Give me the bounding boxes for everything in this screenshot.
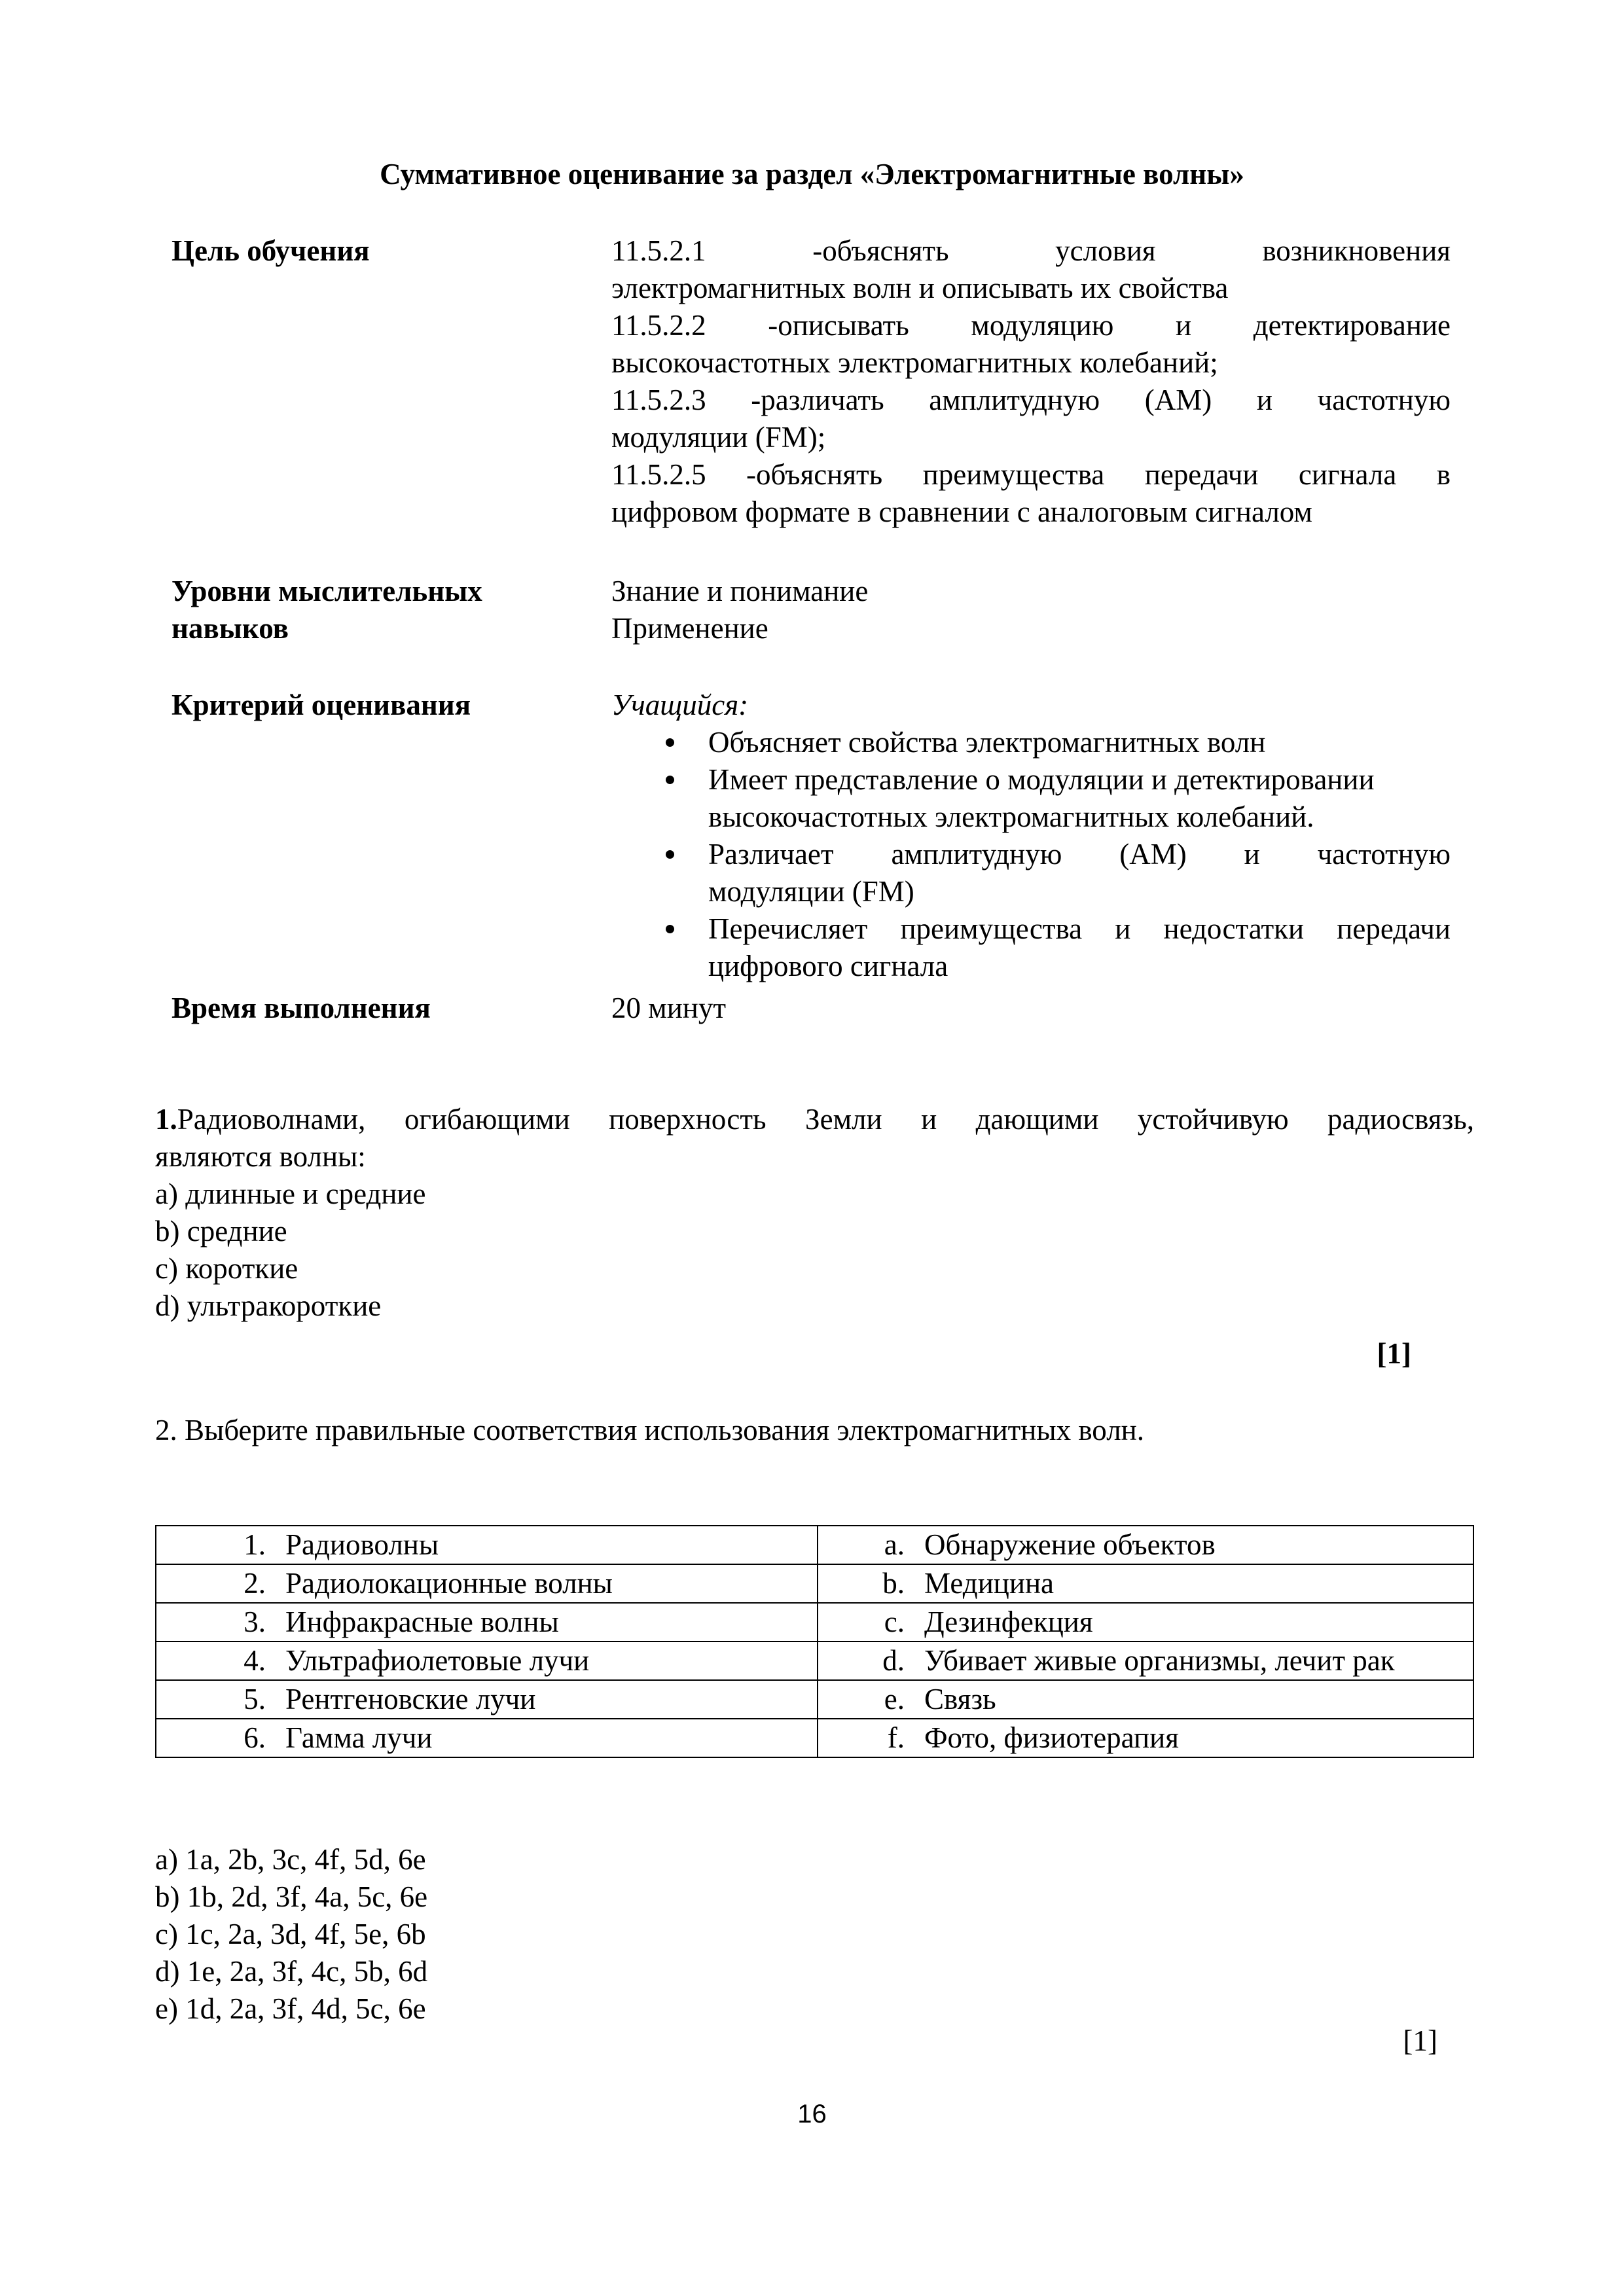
criteria-item	[611, 761, 1451, 836]
criteria-item-line: цифрового сигнала	[708, 950, 948, 982]
document-title: Суммативное оценивание за раздел «Электромагнитные волны»	[380, 158, 1244, 190]
bullet-icon	[666, 776, 674, 784]
criteria-item	[611, 724, 1451, 761]
levels-label-line: навыков	[171, 612, 289, 645]
question-2-text: 2. Выберите правильные соответствия использования электромагнитных волн.	[155, 1414, 1144, 1446]
goal-label: Цель обучения	[171, 234, 370, 267]
criteria-item-line: модуляции (FM)	[708, 875, 914, 908]
wave-usage: Связь	[924, 1683, 996, 1715]
goal-line: 11.5.2.1 -объяснять условия возникновения	[611, 234, 1451, 267]
table-cell-left	[156, 1680, 818, 1719]
row-letter: e.	[884, 1683, 905, 1715]
wave-type: Радиоволны	[285, 1528, 439, 1561]
bullet-icon	[666, 925, 674, 933]
row-letter: c.	[884, 1605, 905, 1638]
criteria-item-line: Имеет представление о модуляции и детектировании	[708, 763, 1375, 796]
goal-line: 11.5.2.2 -описывать модуляцию и детектирование	[611, 309, 1451, 342]
goal-line: модуляции (FM);	[611, 421, 826, 454]
bullet-icon	[666, 738, 674, 747]
table-cell-left	[156, 1526, 818, 1564]
row-letter: a.	[884, 1528, 905, 1561]
matching-table	[155, 1525, 1474, 1758]
wave-usage: Дезинфекция	[924, 1605, 1093, 1638]
table-row	[156, 1603, 1473, 1641]
goal-line: 11.5.2.5 -объяснять преимущества передачи сигнала в	[611, 458, 1451, 491]
table-cell-left	[156, 1719, 818, 1757]
table-cell-right	[818, 1680, 1473, 1719]
table-cell-right	[818, 1603, 1473, 1641]
bullet-icon	[666, 850, 674, 859]
question-2-options	[155, 1841, 1474, 2028]
wave-usage: Фото, физиотерапия	[924, 1721, 1179, 1754]
question-2-option: e) 1d, 2a, 3f, 4d, 5c, 6e	[155, 1992, 426, 2025]
question-1-option: d) ультракороткие	[155, 1289, 382, 1322]
wave-type: Инфракрасные волны	[285, 1605, 559, 1638]
question-1-option: a) длинные и средние	[155, 1177, 426, 1210]
level-item: Применение	[611, 612, 768, 645]
table-cell-right	[818, 1719, 1473, 1757]
question-1-text-line: являются волны:	[155, 1140, 366, 1173]
row-number: 2.	[244, 1567, 266, 1600]
levels-row	[171, 573, 1451, 647]
table-row	[156, 1564, 1473, 1603]
wave-type: Ультрафиолетовые лучи	[285, 1644, 590, 1677]
table-row	[156, 1719, 1473, 1757]
question-1-text	[155, 1101, 1474, 1138]
criteria-row	[171, 687, 1451, 985]
criteria-intro: Учащийся:	[611, 689, 749, 721]
question-1-text-line: Радиоволнами, огибающими поверхность Земли и дающими устойчивую радиосвязь,	[177, 1103, 1474, 1136]
row-number: 3.	[244, 1605, 266, 1638]
criteria-item	[611, 836, 1451, 910]
criteria-item-line: Различает амплитудную (АМ) и частотную	[708, 838, 1451, 870]
criteria-value	[611, 687, 1451, 985]
criteria-item	[611, 910, 1451, 985]
wave-type: Рентгеновские лучи	[285, 1683, 536, 1715]
time-label: Время выполнения	[171, 992, 431, 1024]
goal-line: электромагнитных волн и описывать их свойства	[611, 272, 1229, 304]
table-cell-left	[156, 1564, 818, 1603]
criteria-label: Критерий оценивания	[171, 689, 471, 721]
row-letter: f.	[887, 1721, 905, 1754]
criteria-item-line: высокочастотных электромагнитных колебаний.	[708, 800, 1314, 833]
table-row	[156, 1641, 1473, 1680]
wave-usage: Убивает живые организмы, лечит рак	[924, 1644, 1395, 1677]
time-row	[171, 990, 1451, 1027]
question-2-option: d) 1e, 2a, 3f, 4c, 5b, 6d	[155, 1955, 428, 1988]
goal-line: высокочастотных электромагнитных колебаний;	[611, 346, 1218, 379]
wave-type: Радиолокационные волны	[285, 1567, 613, 1600]
question-1-number: 1.	[155, 1103, 177, 1136]
question-2-option: c) 1c, 2a, 3d, 4f, 5e, 6b	[155, 1918, 426, 1950]
row-letter: b.	[882, 1567, 905, 1600]
row-number: 1.	[244, 1528, 266, 1561]
row-letter: d.	[882, 1644, 905, 1677]
row-number: 5.	[244, 1683, 266, 1715]
table-cell-right	[818, 1564, 1473, 1603]
table-row	[156, 1680, 1473, 1719]
table-row	[156, 1526, 1473, 1564]
criteria-item-line: Перечисляет преимущества и недостатки передачи	[708, 912, 1451, 945]
wave-usage: Медицина	[924, 1567, 1054, 1600]
time-value: 20 минут	[611, 992, 727, 1024]
row-number: 6.	[244, 1721, 266, 1754]
level-item: Знание и понимание	[611, 575, 869, 607]
table-cell-right	[818, 1526, 1473, 1564]
question-2-option: b) 1b, 2d, 3f, 4a, 5c, 6e	[155, 1880, 428, 1913]
goal-line: цифровом формате в сравнении с аналоговым сигналом	[611, 495, 1312, 528]
question-1	[155, 1101, 1474, 1325]
levels-label	[171, 573, 611, 647]
levels-value	[611, 573, 1451, 647]
goal-value	[611, 232, 1451, 531]
page-number: 16	[797, 2100, 827, 2128]
question-1-score: [1]	[1377, 1337, 1411, 1370]
criteria-item-line: Объясняет свойства электромагнитных волн	[708, 726, 1266, 759]
goal-line: 11.5.2.3 -различать амплитудную (АМ) и частотную	[611, 384, 1451, 416]
question-2-score: [1]	[1403, 2024, 1437, 2057]
table-cell-left	[156, 1641, 818, 1680]
question-1-option: c) короткие	[155, 1252, 298, 1285]
table-cell-right	[818, 1641, 1473, 1680]
criteria-list	[611, 724, 1451, 985]
wave-type: Гамма лучи	[285, 1721, 433, 1754]
levels-label-line: Уровни мыслительных	[171, 575, 482, 607]
goal-row	[171, 232, 1451, 531]
row-number: 4.	[244, 1644, 266, 1677]
wave-usage: Обнаружение объектов	[924, 1528, 1216, 1561]
question-2-option: a) 1a, 2b, 3c, 4f, 5d, 6e	[155, 1843, 426, 1876]
question-1-option: b) средние	[155, 1215, 287, 1247]
table-cell-left	[156, 1603, 818, 1641]
